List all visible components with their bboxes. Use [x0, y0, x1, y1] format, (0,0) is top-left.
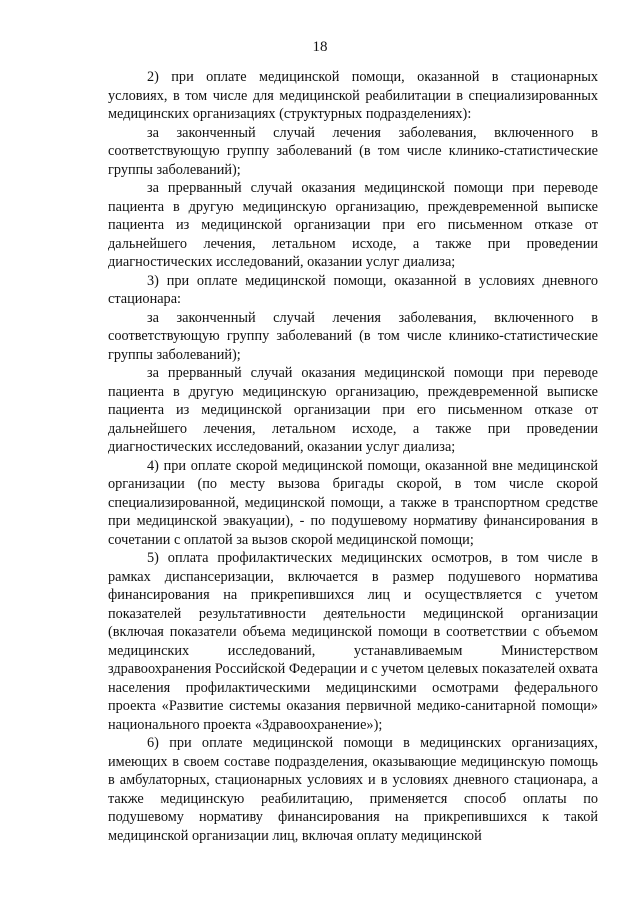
paragraph-interrupted-case-inpatient: за прерванный случай оказания медицинской помощи при переводе пациента в другую медицинскую организацию, преждевременной выписке пациента из медицинской организации при его письменном отказе от дальнейшего лечения, летальном исходе, а также при проведении диагностических исследований, оказании услуг диализа; — [108, 180, 598, 270]
page-number: 18 — [312, 39, 328, 55]
paragraph-completed-case-day-hospital: за законченный случай лечения заболевания, включенного в соответствующую группу заболеваний (в том числе клинико-статистические группы заболеваний); — [108, 309, 598, 363]
paragraph-item-2-inpatient: 2) при оплате медицинской помощи, оказанной в стационарных условиях, в том числе для медицинской реабилитации в специализированных медицинских организациях (структурных подразделениях): — [108, 69, 598, 122]
paragraph-completed-case-inpatient: за законченный случай лечения заболевания, включенного в соответствующую группу заболеваний (в том числе клинико-статистические группы заболеваний); — [108, 124, 598, 178]
paragraph-interrupted-case-day-hospital: за прерванный случай оказания медицинской помощи при переводе пациента в другую медицинскую организацию, преждевременной выписке пациента из медицинской организации при его письменном отказе от дальнейшего лечения, летальном исходе, а также при проведении диагностических исследований, оказании услуг диализа; — [108, 365, 598, 455]
paragraph-item-4-emergency-care: 4) при оплате скорой медицинской помощи, оказанной вне медицинской организации (по месту вызова бригады скорой, в том числе скорой специализированной, медицинской помощи, а также в транспортном средстве при медицинской эвакуации), - по подушевому нормативу финансирования в сочетании с оплатой за вызов скорой медицинской помощи; — [108, 457, 598, 548]
paragraph-item-5-preventive-exams: 5) оплата профилактических медицинских осмотров, в том числе в рамках диспансеризации, включается в размер подушевого норматива финансирования на прикрепившихся лиц и осуществляется с учетом показателей результативности деятельности медицинской организации (включая показатели объема медицинской помощи в соответствии с объемом медицинских исследований, устанавливаемым Министерством здравоохранения Российской Федерации и с учетом целевых показателей охвата населения профилактическими медицинскими осмотрами федерального проекта «Развитие системы оказания первичной медико-санитарной помощи» национального проекта «Здравоохранение»); — [108, 550, 598, 733]
paragraph-item-3-day-hospital: 3) при оплате медицинской помощи, оказанной в условиях дневного стационара: — [108, 272, 598, 307]
document-body — [108, 68, 598, 845]
paragraph-item-6-mixed-organizations: 6) при оплате медицинской помощи в медицинских организациях, имеющих в своем составе подразделения, оказывающие медицинскую помощь в амбулаторных, стационарных условиях и в условиях дневного стационара, а также медицинскую реабилитацию, применяется способ оплаты по подушевому нормативу финансирования на прикрепившихся к такой медицинской организации лиц, включая оплату медицинской — [108, 735, 598, 844]
